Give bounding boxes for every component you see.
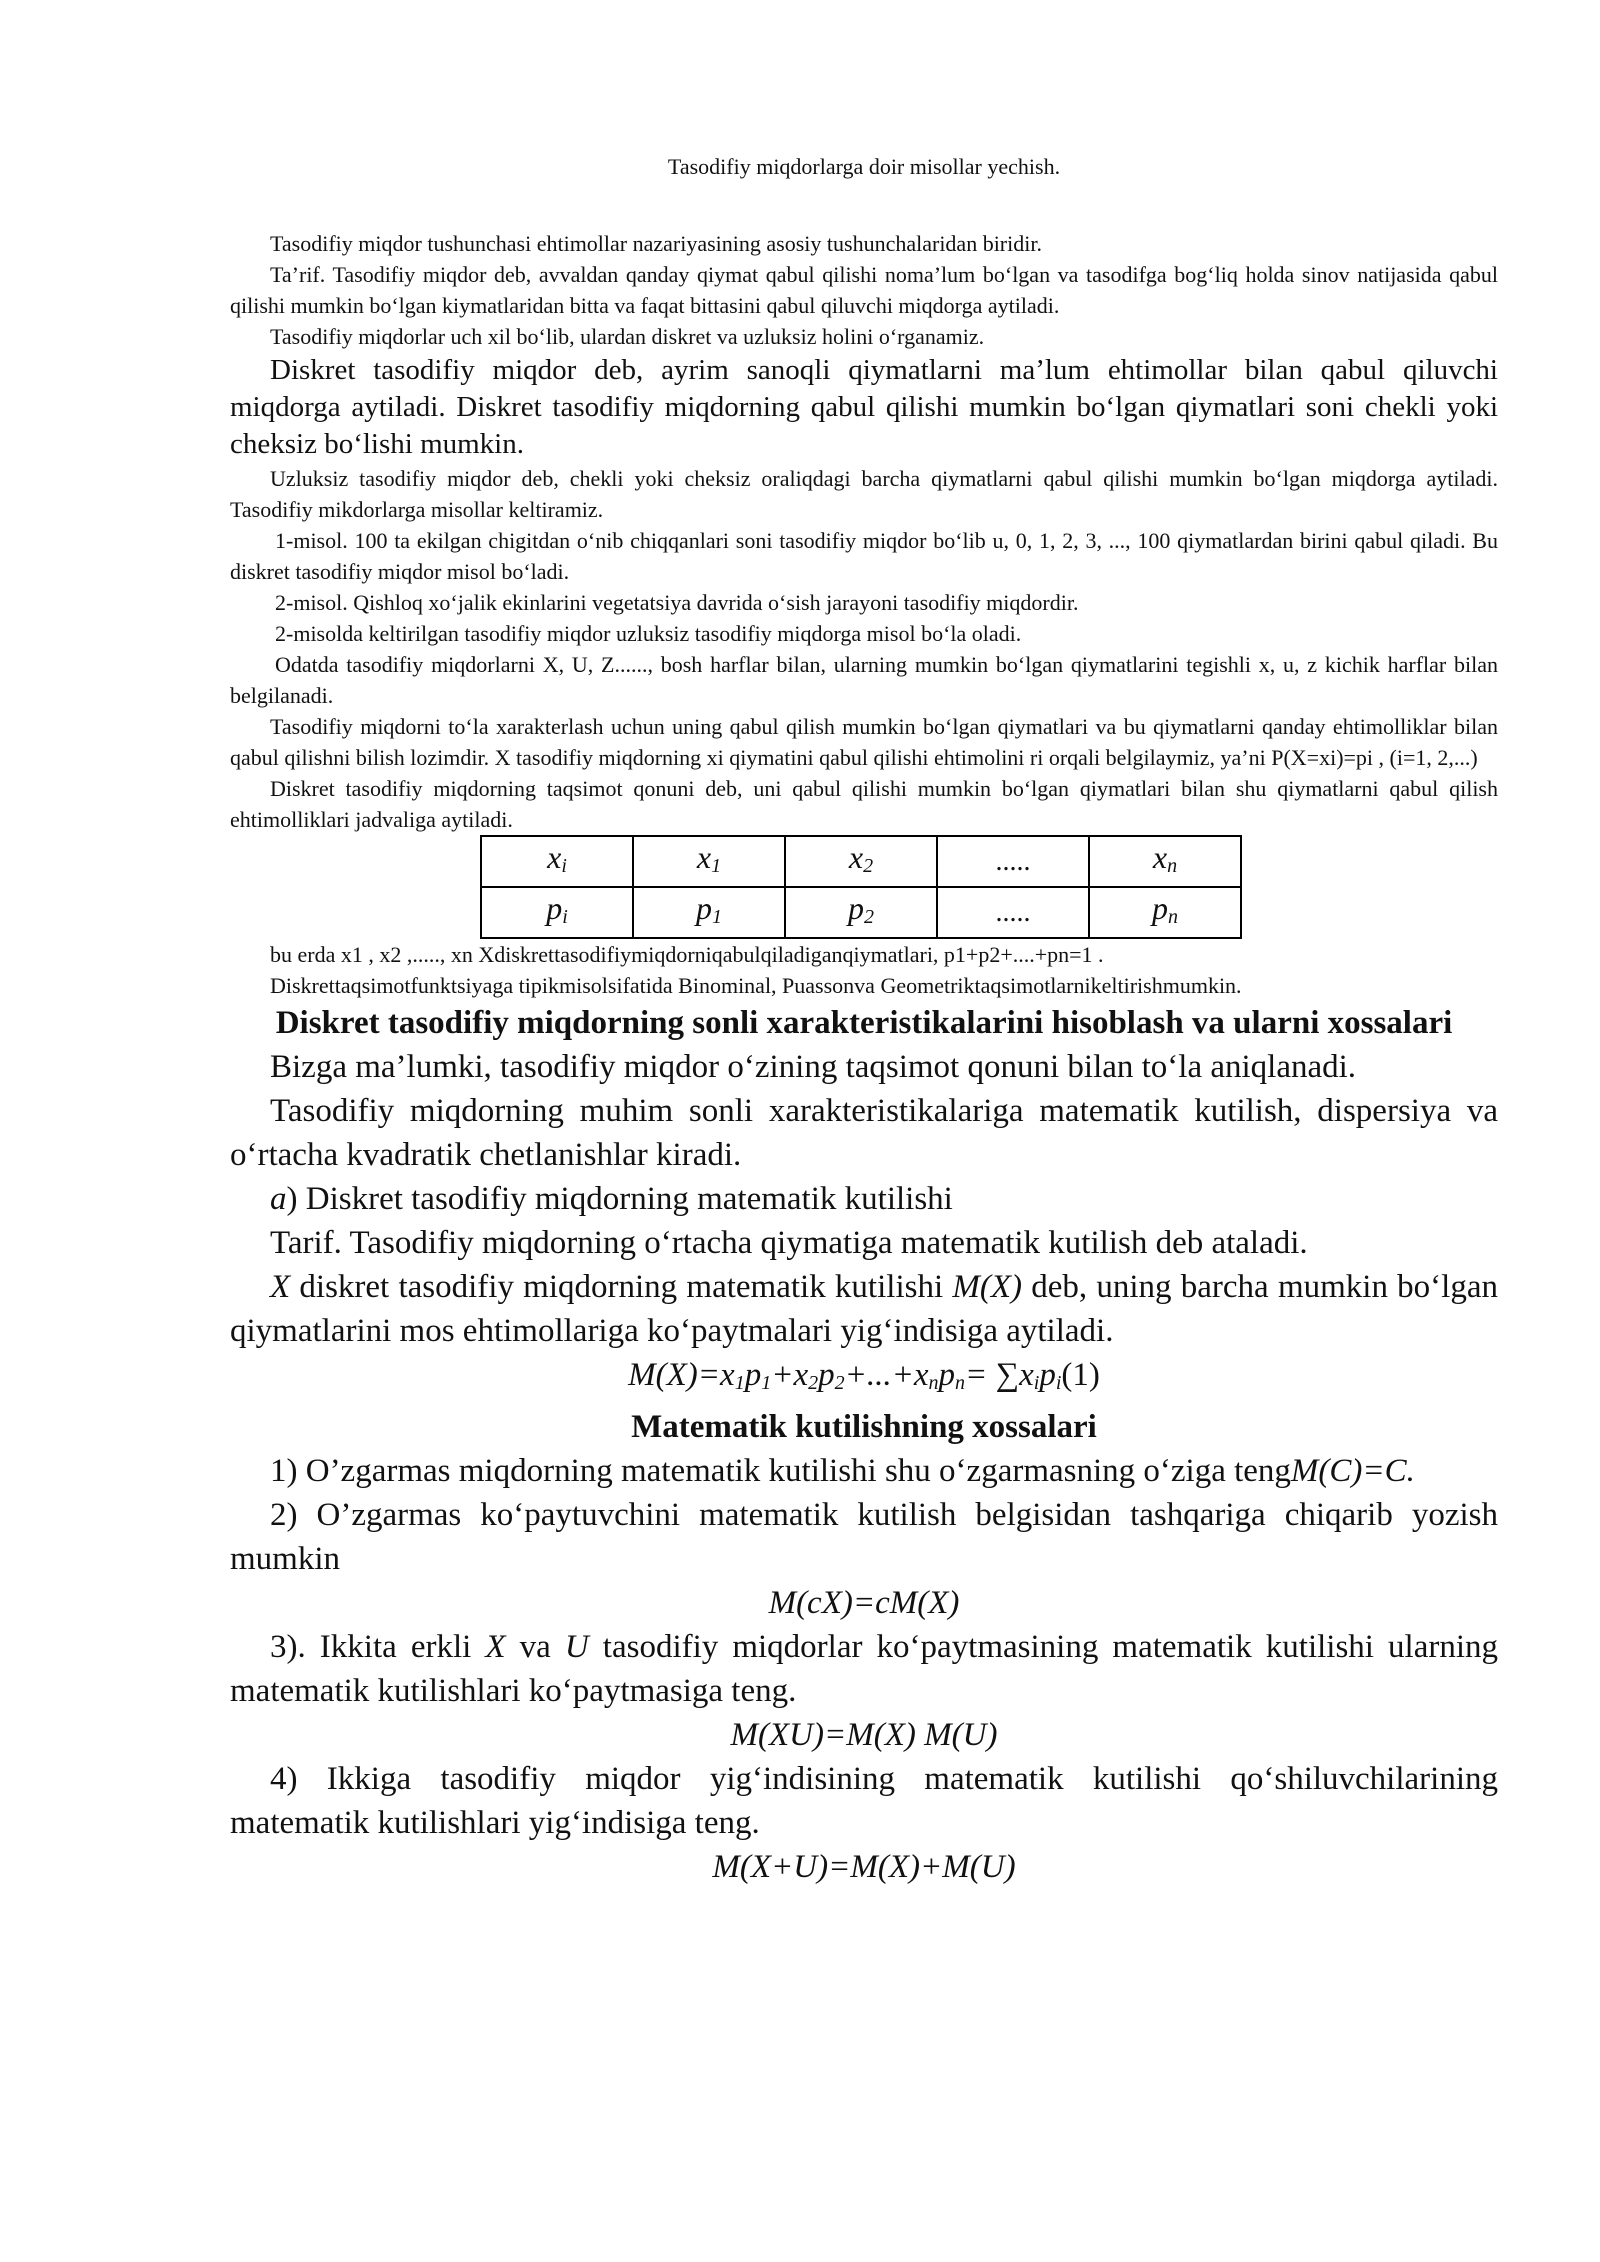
table-cell: $p_1$ (633, 887, 785, 938)
formula-property-4: M(X+U)=M(X)+M(U) (712, 1849, 1016, 1885)
paragraph-tarif: Tarif. Tasodifiy miqdorning o‘rtacha qiymatiga matematik kutilish deb ataladi. (270, 1225, 1308, 1261)
paragraph-known: Bizga ma’lumki, tasodifiy miqdor o‘zining taqsimot qonuni bilan to‘la aniqlanadi. (270, 1049, 1357, 1085)
paragraph-expectation-definition: X diskret tasodifiy miqdorning matematik kutilishi M(X) deb, uning barcha mumkin bo‘lgan qiymatlarini mos ehtimollariga ko‘paytmalari yig‘indisiga aytiladi. (230, 1269, 1498, 1349)
table-cell: $x_2$ (785, 836, 937, 887)
paragraph-example-2: 2-misol. Qishloq xo‘jalik ekinlarini vegetatsiya davrida o‘sish jarayoni tasodifiy miqdordir. (275, 590, 1079, 615)
table-cell: $p_i$ (481, 887, 633, 938)
document-title: Tasodifiy miqdorlarga doir misollar yechish. (667, 154, 1061, 179)
table-cell: ..... (937, 836, 1089, 887)
distribution-table-wrapper (480, 835, 1498, 939)
paragraph-discrete-definition: Diskret tasodifiy miqdor deb, ayrim sanoqli qiymatlarni ma’lum ehtimollar bilan qabul qiluvchi miqdorga aytiladi. Diskret tasodifiy miqdorning qabul qilishi mumkin bo‘lgan qiymatlari soni chekli yoki cheksiz bo‘lishi mumkin. (230, 354, 1498, 460)
table-cell: $p_2$ (785, 887, 937, 938)
paragraph-characteristics: Tasodifiy miqdorning muhim sonli xarakteristikalariga matematik kutilish, dispersiya va o‘rtacha kvadratik chetlanishlar kiradi. (230, 1093, 1498, 1173)
formula-expectation: $M(X)=x_1p_1+x_2p_2+...+x_np_n= \sum x_ip_i(1)$ (628, 1357, 1100, 1394)
table-cell: $p_n$ (1089, 887, 1241, 938)
paragraph-example-2-note: 2-misolda keltirilgan tasodifiy miqdor uzluksiz tasodifiy miqdorga misol bo‘la oladi. (275, 621, 1022, 646)
paragraph-examples-distributions: Diskrettaqsimotfunktsiyaga tipikmisolsifatida Binominal, Puassonva Geometriktaqsimotlarnikeltirishmumkin. (270, 973, 1242, 998)
paragraph-subsection-a: a) Diskret tasodifiy miqdorning matematik kutilishi (270, 1181, 953, 1217)
table-row-values (481, 836, 1241, 887)
table-cell: ..... (937, 887, 1089, 938)
table-cell: $x_i$ (481, 836, 633, 887)
distribution-table (480, 835, 1242, 939)
table-row-probabilities (481, 887, 1241, 938)
property-2: 2) O’zgarmas ko‘paytuvchini matematik kutilish belgisidan tashqariga chiqarib yozish mumkin (230, 1497, 1498, 1577)
paragraph-continuous-definition: Uzluksiz tasodifiy miqdor deb, chekli yoki cheksiz oraliqdagi barcha qiymatlarni qabul qilishi mumkin bo‘lgan miqdorga aytiladi. Tasodifiy mikdorlarga misollar keltiramiz. (230, 466, 1498, 522)
paragraph-example-1: 1-misol. 100 ta ekilgan chigitdan o‘nib chiqqanlari soni tasodifiy miqdor bo‘lib u, 0, 1, 2, 3, ..., 100 qiymatlardan birini qabul qiladi. Bu diskret tasodifiy miqdor misol bo‘ladi. (230, 528, 1498, 584)
property-4: 4) Ikkiga tasodifiy miqdor yig‘indisining matematik kutilishi qo‘shiluvchilarining matematik kutilishlari yig‘indisiga teng. (230, 1761, 1498, 1841)
document-page (230, 150, 1498, 1889)
table-cell: $x_n$ (1089, 836, 1241, 887)
paragraph-distribution-law: Diskret tasodifiy miqdorning taqsimot qonuni deb, uni qabul qilishi mumkin bo‘lgan qiymatlari bilan shu qiymatlarni qabul qilish ehtimolliklari jadvaliga aytiladi. (230, 776, 1498, 832)
properties-heading: Matematik kutilishning xossalari (631, 1409, 1097, 1445)
paragraph-definition: Ta’rif. Tasodifiy miqdor deb, avvaldan qanday qiymat qabul qilishi noma’lum bo‘lgan va tasodifga bog‘liq holda sinov natijasida qabul qilishi mumkin bo‘lgan kiymatlaridan bitta va faqat bittasini qabul qiluvchi miqdorga aytiladi. (230, 262, 1498, 318)
paragraph-types: Tasodifiy miqdorlar uch xil bo‘lib, ulardan diskret va uzluksiz holini o‘rganamiz. (270, 324, 985, 349)
property-1: 1) O’zgarmas miqdorning matematik kutilishi shu o‘zgarmasning o‘ziga tengM(C)=C. (270, 1453, 1415, 1489)
paragraph-table-note: bu erda x1 , x2 ,....., xn Xdiskrettasodifiymiqdorniqabulqiladiganqiymatlari, p1+p2+....+pn=1 . (270, 942, 1104, 967)
paragraph-characterization: Tasodifiy miqdorni to‘la xarakterlash uchun uning qabul qilish mumkin bo‘lgan qiymatlari va bu qiymatlarni qanday ehtimolliklar bilan qabul qilishni bilish lozimdir. X tasodifiy miqdorning xi qiymatini qabul qilishi ehtimolini ri orqali belgilaymiz, ya’ni P(X=xi)=pi , (i=1, 2,...) (230, 714, 1498, 770)
formula-property-2: M(cX)=cM(X) (768, 1585, 960, 1621)
formula-property-3: M(XU)=M(X) M(U) (730, 1717, 998, 1753)
table-cell: $x_1$ (633, 836, 785, 887)
paragraph-intro: Tasodifiy miqdor tushunchasi ehtimollar nazariyasining asosiy tushunchalaridan biridir. (270, 231, 1042, 256)
property-3: 3). Ikkita erkli X va U tasodifiy miqdorlar ko‘paytmasining matematik kutilishi ularning matematik kutilishlari ko‘paytmasiga teng. (230, 1629, 1498, 1709)
section-heading: Diskret tasodifiy miqdorning sonli xarakteristikalarini hisoblash va ularni xossalari (275, 1005, 1453, 1041)
paragraph-notation: Odatda tasodifiy miqdorlarni X, U, Z......, bosh harflar bilan, ularning mumkin bo‘lgan qiymatlarini tegishli x, u, z kichik harflar bilan belgilanadi. (230, 652, 1498, 708)
